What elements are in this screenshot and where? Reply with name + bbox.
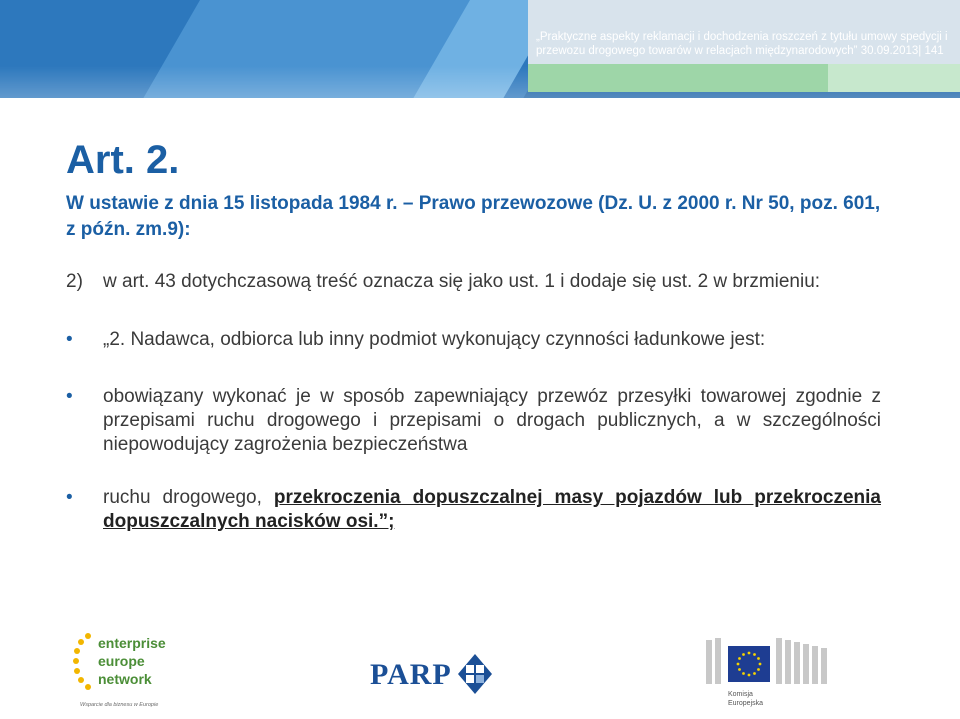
bullet-text: obowiązany wykonać je w sposób zapewniający przewóz przesyłki towarowej zgodnie z przepisami ruchu drogowego i przepisami o drogach publicznych, a w szczególności niepowodujący zagrożenia bezpieczeństwa [103,386,881,455]
bullet-text-plain: ruchu drogowego, [103,487,262,508]
ec-label-line: Komisja [728,691,753,698]
enterprise-europe-network-logo [72,630,172,716]
ec-building-icon [706,636,834,684]
eem-line: network [98,671,152,687]
article-title: Art. 2. [66,138,180,182]
header-citation: „Praktyczne aspekty reklamacji i dochodzenia roszczeń z tytułu umowy spedycji i przewozu drogowego towarów w relacjach międzynarodowych” 30.09.2013| 141 [536,31,948,57]
bullet-text-emphasis: przekroczenia dopuszczalnej masy pojazdów lub przekroczenia dopuszczalnych nacisków osi.”; [103,487,881,532]
list-item-number: 2) [66,271,83,292]
list-item-text: w art. 43 dotychczasową treść oznacza się jako ust. 1 i dodaje się ust. 2 w brzmieniu: [103,271,821,292]
eem-stars-icon [72,630,100,700]
parp-logo [370,652,500,702]
eu-flag-icon [728,646,770,682]
european-commission-logo [706,630,834,716]
parp-mark-icon [456,652,494,696]
eem-line: enterprise [98,635,166,651]
bullet-text: „2. Nadawca, odbiorca lub inny podmiot wykonujący czynności ładunkowe jest: [103,329,766,350]
ec-label-line: Europejska [728,700,764,707]
header-green-bar [828,64,960,92]
intro-text: W ustawie z dnia 15 listopada 1984 r. – Prawo przewozowe (Dz. U. z 2000 r. Nr 50, poz. 601, z późn. zm.9): [66,193,881,240]
parp-wordmark: PARP [370,658,452,691]
ec-label [728,690,763,708]
eem-tagline: Wsparcie dla biznesu w Europie [80,702,159,708]
bullet-icon: • [66,487,73,508]
bullet-text [103,486,881,534]
eem-line: europe [98,653,145,669]
bullet-icon: • [66,386,73,407]
header-banner [0,0,960,98]
eem-wordmark [98,634,166,688]
bullet-icon: • [66,329,73,350]
